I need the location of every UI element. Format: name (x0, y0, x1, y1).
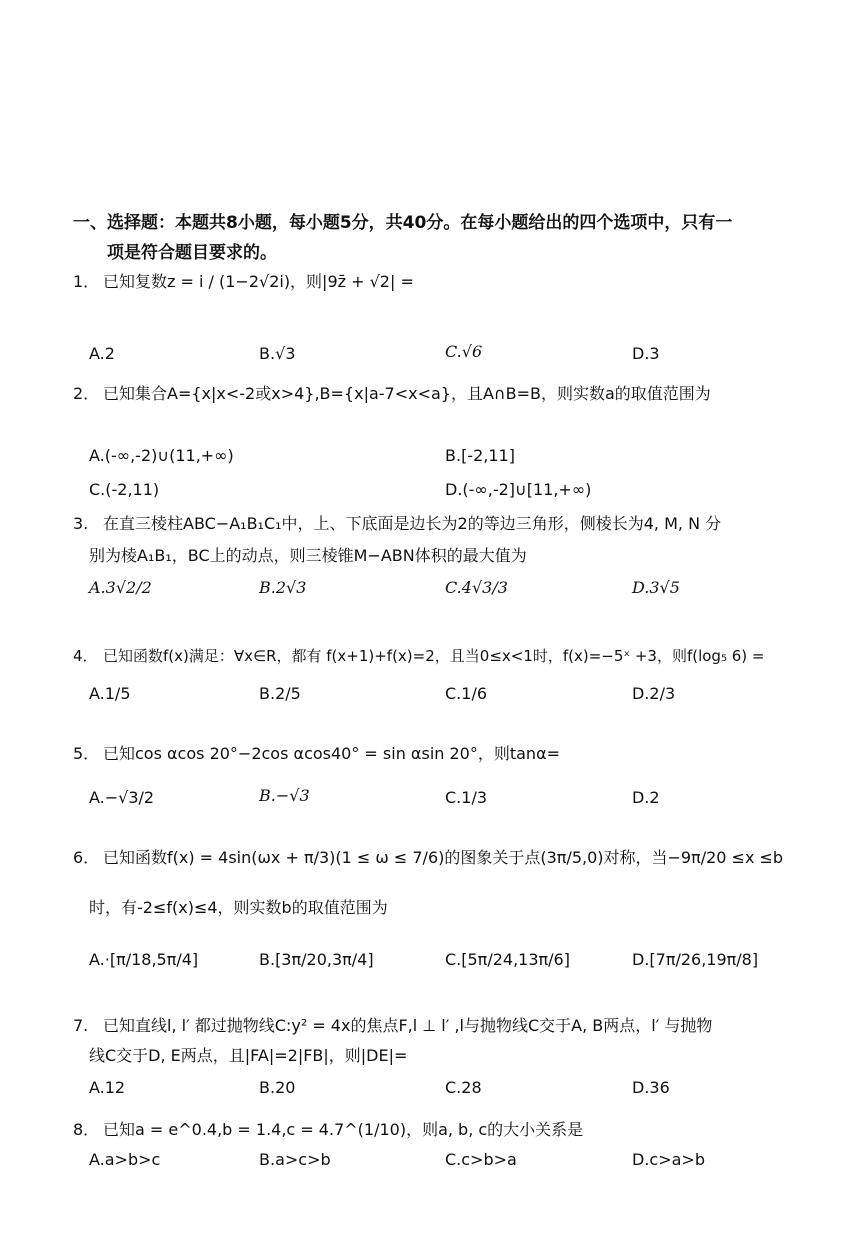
question-number: 7. (73, 1016, 89, 1035)
question-7 (73, 1014, 843, 1038)
option-a: A.2 (89, 344, 115, 363)
question-4 (73, 644, 843, 668)
question-text: 在直三棱柱ABC−A₁B₁C₁中，上、下底面是边长为2的等边三角形，侧棱长为4, M, N 分 (103, 514, 722, 533)
section-title-line1: 一、选择题：本题共8小题，每小题5分，共40分。在每小题给出的四个选项中，只有一 (73, 213, 733, 233)
option-a: A.a>b>c (89, 1150, 161, 1169)
option-a: A.12 (89, 1078, 126, 1097)
option-a: A.(-∞,-2)∪(11,+∞) (89, 446, 234, 465)
question-5 (73, 742, 843, 766)
option-b: B.a>c>b (259, 1150, 331, 1169)
option-d: D.c>a>b (632, 1150, 705, 1169)
question-number: 4． (73, 647, 98, 665)
question-text: 已知函数f(x)满足：∀x∈R，都有 f(x+1)+f(x)=2，且当0≤x<1时，f(x)=−5ˣ +3，则f(log₅ 6) = (103, 647, 765, 665)
option-c: C.4√3/3 (445, 578, 508, 597)
option-c: C.1/3 (445, 788, 488, 807)
question-text: 已知a = e^0.4,b = 1.4,c = 4.7^(1/10)，则a, b, c的大小关系是 (103, 1120, 584, 1139)
question-8 (73, 1118, 843, 1142)
question-text: 已知集合A={x|x<-2或x>4},B={x|a-7<x<a}，且A∩B=B，则实数a的取值范围为 (103, 384, 711, 403)
question-2 (73, 382, 843, 406)
option-d: D.2 (632, 788, 660, 807)
option-d: D.36 (632, 1078, 670, 1097)
question-text: 已知复数z = i / (1−2√2i)，则|9z̄ + √2| = (103, 272, 414, 291)
option-c: C.1/6 (445, 684, 488, 703)
question-number: 2． (73, 384, 100, 403)
option-a: A.·[π/18,5π/4] (89, 950, 199, 969)
option-d: D.(-∞,-2]∪[11,+∞) (445, 480, 592, 499)
option-a: A.3√2/2 (89, 578, 152, 597)
option-d: D.3√5 (632, 578, 680, 597)
question-6-continued: 时，有-2≤f(x)≤4，则实数b的取值范围为 (89, 898, 388, 917)
question-number: 8． (73, 1120, 100, 1139)
option-b: B.[3π/20,3π/4] (259, 950, 374, 969)
question-text: 已知直线l, l′ 都过抛物线C:y² = 4x的焦点F,l ⊥ l′ ,l与抛物线C交于A, B两点，l′ 与抛物 (103, 1016, 713, 1035)
option-b: B.2/5 (259, 684, 301, 703)
section-title (73, 208, 813, 268)
question-7-continued: 线C交于D, E两点，且|FA|=2|FB|，则|DE|= (89, 1046, 408, 1065)
question-number: 6． (73, 848, 100, 867)
question-number: 3. (73, 514, 89, 533)
option-a: A.−√3/2 (89, 788, 155, 807)
question-1 (73, 270, 843, 294)
question-number: 1． (73, 272, 100, 291)
option-b: B.[-2,11] (445, 446, 515, 465)
section-title-line2: 项是符合题目要求的。 (107, 243, 277, 263)
option-d: D.[7π/26,19π/8] (632, 950, 759, 969)
option-c: C.[5π/24,13π/6] (445, 950, 570, 969)
option-c: C.(-2,11) (89, 480, 160, 499)
question-text: 已知函数f(x) = 4sin(ωx + π/3)(1 ≤ ω ≤ 7/6)的图象关于点(3π/5,0)对称，当−9π/20 ≤x ≤b (103, 848, 784, 867)
question-3 (73, 512, 843, 536)
option-b: B.2√3 (259, 578, 307, 597)
option-d: D.3 (632, 344, 660, 363)
option-d: D.2/3 (632, 684, 676, 703)
option-b: B.20 (259, 1078, 296, 1097)
option-b: B.√3 (259, 344, 296, 363)
option-a: A.1/5 (89, 684, 131, 703)
option-b: B.−√3 (259, 786, 310, 805)
question-number: 5． (73, 744, 100, 763)
option-c: C.√6 (445, 342, 483, 361)
question-text: 已知cos αcos 20°−2cos αcos40° = sin αsin 20°，则tanα= (103, 744, 561, 763)
question-6 (73, 846, 843, 870)
option-c: C.28 (445, 1078, 482, 1097)
option-c: C.c>b>a (445, 1150, 517, 1169)
question-3-continued: 别为棱A₁B₁，BC上的动点，则三棱锥M−ABN体积的最大值为 (89, 546, 527, 565)
